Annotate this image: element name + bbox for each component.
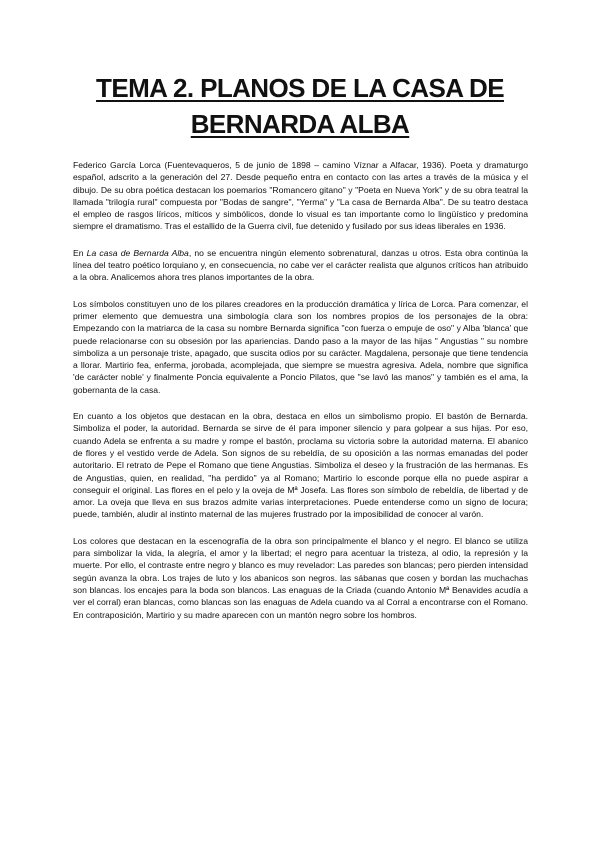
title-line-1: TEMA 2. PLANOS DE LA CASA DE (96, 73, 504, 103)
document-body (73, 159, 528, 635)
paragraph-author-bio: Federico García Lorca (Fuentevaqueros, 5 de junio de 1898 – camino Víznar a Alfacar, 1936). Poeta y dramaturgo español, adscrito a la generación del 27. Desde pequeño entra en contacto con las artes a través de la música y el dibujo. De su obra poética destacan los poemarios "Romancero gitano" y "Poeta en Nueva York" y de su obra teatral la llamada "trilogía rural" compuesta por "Bodas de sangre", "Yerma" y "La casa de Bernarda Alba". De su teatro destaca el empleo de rasgos líricos, míticos y simbólicos, donde lo visual es tan importante como lo lingüístico y predomina siempre el dramatismo. Tras el estallido de la Guerra civil, fue detenido y fusilado por sus ideas liberales en 1936. (73, 160, 528, 232)
intro-text-rest: , no se encuentra ningún elemento sobrenatural, danzas u otros. Esta obra continúa la línea del teatro poético lorquiano y, en consecuencia, no cabe ver el carácter realista que algunos críticos han atribuido a la obra. Analicemos ahora tres planos importantes de la obra. (73, 247, 528, 283)
intro-text-start: En (73, 247, 87, 258)
paragraph-character-names: Los símbolos constituyen uno de los pilares creadores en la producción dramática y lírica de Lorca. Para comenzar, el primer elemento que demuestra una simbología clara son los nombres propios de los personajes de la obra: Empezando con la matriarca de la casa su nombre Bernarda significa "con fuerza o empuje de oso" y Alba 'blanca' que puede relacionarse con su obsesión por las apariencias. Dando paso a la mayor de las hijas " Angustias " su nombre simboliza a un personaje triste, apagado, que suscita odios por su carácter. Magdalena, personaje que tiene tendencia a llorar. Martirio fea, enferma, jorobada, acomplejada, que siempre se muestra agresiva. Adela, nombre que significa 'de carácter noble' y finalmente Poncia equivalente a Poncio Pilatos, que "se lavó las manos" y también es el ama, la gobernanta de la casa. (73, 298, 528, 395)
paragraph-objects: En cuanto a los objetos que destacan en la obra, destaca en ellos un simbolismo propio. El bastón de Bernarda. Simboliza el poder, la autoridad. Bernarda se sirve de él para imponer silencio y para golpear a sus hijas. Por eso, cuando Adela se enfrenta a su madre y rompe el bastón, proclama su victoria sobre la autoridad materna. El abanico de flores y el vestido verde de Adela. Son signos de su rebeldía, de su oposición a las normas emanadas del poder autoritario. El retrato de Pepe el Romano que tiene Angustias. Simboliza el deseo y la frustración de las hermanas. Es de Angustias, quien, en realidad, "ha perdido" ya al Romano; Martirio lo esconde porque ella no puede aspirar a conseguir el original. Las flores en el pelo y la oveja de Mª Josefa. Las flores son símbolo de rebeldía, de libertad y de amor. La oveja que lleva en sus brazos admite varias interpretaciones. Puede entenderse como un signo de locura; puede, también, aludir al instinto maternal de las mujeres frustrado por la imposibilidad de conocer al varón. (73, 411, 528, 520)
title-line-2: BERNARDA ALBA (190, 109, 410, 139)
work-title-italic: La casa de Bernarda Alba (86, 247, 189, 258)
page-title (60, 70, 540, 142)
paragraph-introduction (73, 247, 528, 284)
paragraph-colors: Los colores que destacan en la escenografía de la obra son principalmente el blanco y el negro. El blanco se utiliza para simbolizar la vida, la alegría, el amor y la libertad; el negro para acentuar la tristeza, al odio, la represión y la muerte. Por ello, el contraste entre negro y blanco es muy revelador: Las paredes son blancas; pero pierden intensidad según avanza la obra. Los trajes de luto y los abanicos son negros. las sábanas que cosen y bordan las muchachas son blancas. los encajes para la boda son blancos. Las enaguas de la Criada (cuando Antonio Mª Benavides acudía a ver el corral) eran blancas, como blancas son las enaguas de Adela cuando va al Corral a encontrarse con el Romano. En contraposición, Martirio y su madre aparecen con un mantón negro sobre los hombros. (73, 535, 528, 620)
